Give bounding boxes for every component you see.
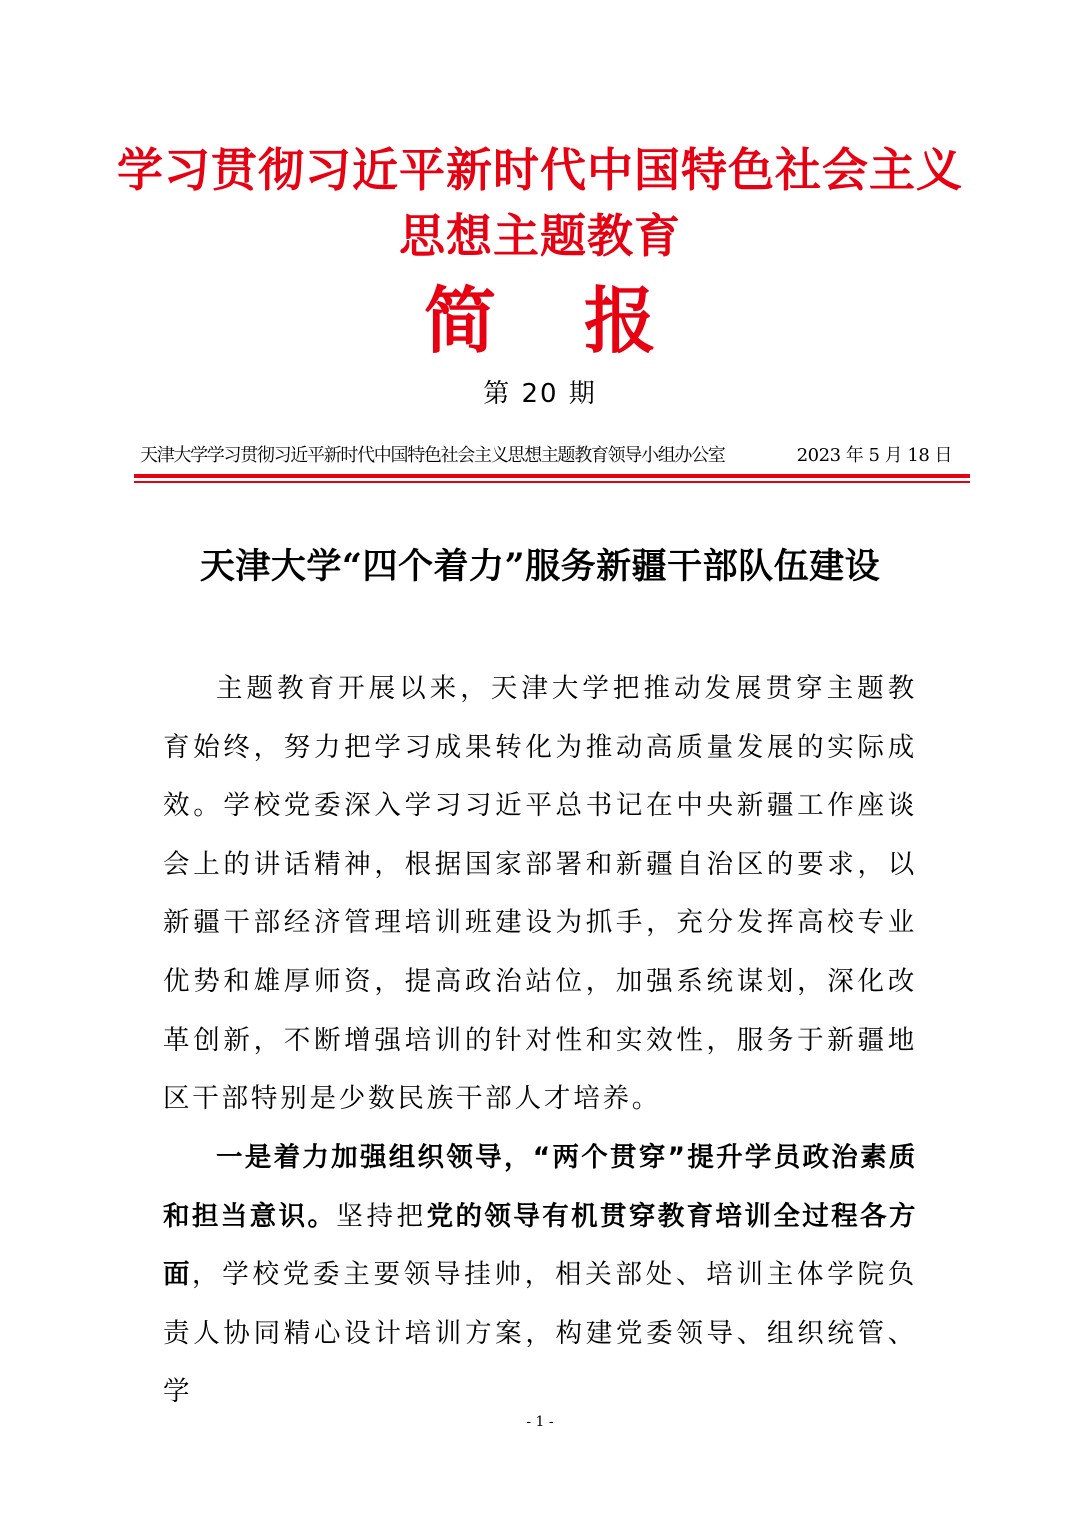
issuer-name: 天津大学学习贯彻习近平新时代中国特色社会主义思想主题教育领导小组办公室 [140, 445, 725, 466]
paragraph-text-continued: ，学校党委主要领导挂帅，相关部处、培训主体学院负责人协同精心设计培训方案，构建党委领导、组织统管、学 [163, 1259, 917, 1408]
bulletin-title [0, 276, 1080, 366]
bulletin-title-char-1: 简 [423, 278, 496, 363]
bulletin-series-title-line-1: 学习贯彻习近平新时代中国特色社会主义 [117, 143, 963, 197]
article-paragraph-2 [163, 1129, 917, 1422]
article-paragraph-1: 主题教育开展以来，天津大学把推动发展贯穿主题教育始终，努力把学习成果转化为推动高质量发展的实际成效。学校党委深入学习习近平总书记在中央新疆工作座谈会上的讲话精神，根据国家部署和新疆自治区的要求，以新疆干部经济管理培训班建设为抓手，充分发挥高校专业优势和雄厚师资，提高政治站位，加强系统谋划，深化改革创新，不断增强培训的针对性和实效性，服务于新疆地区干部特别是少数民族干部人才培养。 [163, 673, 917, 1115]
paragraph-heading: 一是着力加强组织领导，“两个贯穿”提升学员政治素质和担当意识。 [163, 1142, 917, 1232]
issue-date: 2023 年 5 月 18 日 [796, 445, 952, 466]
red-divider-thin [134, 481, 970, 483]
article-title: 天津大学“四个着力”服务新疆干部队伍建设 [199, 546, 881, 587]
paragraph-emphasis: 党的领导有机贯穿教育培训全过程各方面 [163, 1200, 918, 1291]
issue-number: 第 20 期 [483, 379, 597, 409]
bulletin-series-title-line-2: 思想主题教育 [399, 209, 681, 263]
red-divider-thick [134, 474, 970, 478]
page-number: - 1 - [526, 1414, 554, 1430]
paragraph-text-lead: 坚持把 [336, 1200, 427, 1232]
issuer-row [140, 441, 952, 471]
bulletin-title-char-2: 报 [584, 278, 657, 363]
